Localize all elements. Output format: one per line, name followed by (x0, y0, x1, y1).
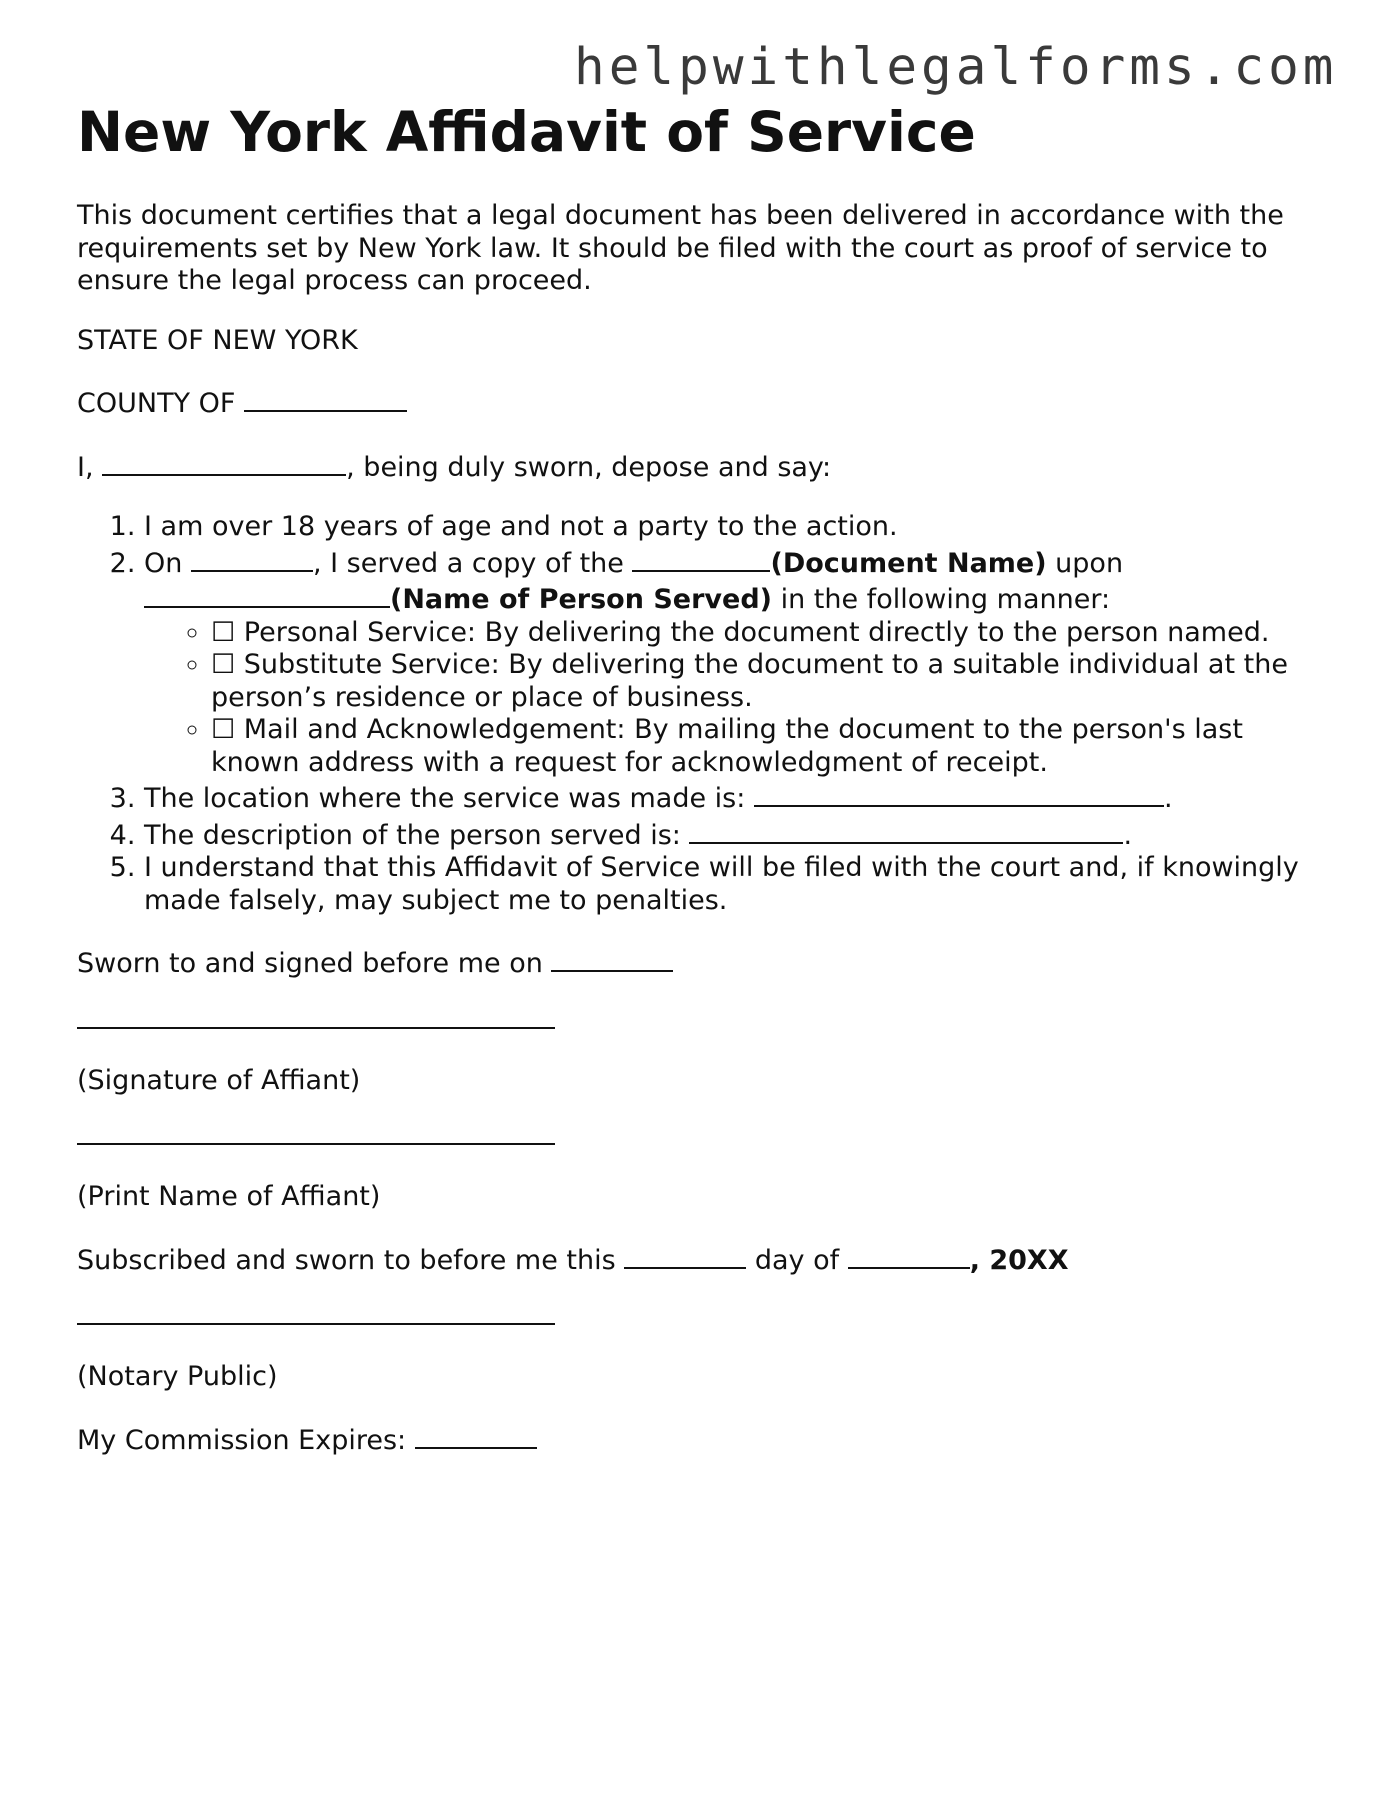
sworn-date-blank[interactable] (551, 944, 673, 972)
person-served-blank[interactable] (144, 580, 390, 608)
county-blank[interactable] (244, 384, 407, 412)
service-method-option[interactable]: ◦ ☐ Mail and Acknowledgement: By mailing the document to the person's last known address with a request for acknowledgment of receipt. (211, 714, 1327, 779)
document-name-blank[interactable] (632, 544, 770, 572)
signature-caption: (Signature of Affiant) (77, 1064, 361, 1096)
subscribed-line (77, 1241, 1327, 1278)
item-text: I understand that this Affidavit of Service will be filed with the court and, if knowingly made falsely, may subject me to penalties. (144, 852, 1299, 916)
commission-line (77, 1421, 1327, 1458)
affiant-signature-line[interactable] (77, 1025, 555, 1029)
sworn-signed-text: Sworn to and signed before me on (77, 948, 543, 979)
affiant-prefix: I, (77, 451, 94, 483)
item-text: I am over 18 years of age and not a party to the action. (144, 511, 898, 542)
item-text: in the following manner: (772, 584, 1111, 615)
subscribed-text: Subscribed and sworn to before me this (77, 1244, 616, 1276)
county-line (77, 384, 1327, 421)
item-text: , I served a copy of the (312, 547, 624, 579)
notary-caption: (Notary Public) (77, 1361, 278, 1392)
affiant-name-blank[interactable] (102, 448, 346, 476)
affiant-suffix: , being duly sworn, depose and say: (346, 451, 832, 483)
commission-date-blank[interactable] (415, 1421, 537, 1449)
item-text: The location where the service was made is: (144, 783, 746, 814)
county-label: COUNTY OF (77, 388, 236, 419)
affiant-intro-line (77, 448, 1327, 485)
list-item (144, 852, 1327, 917)
intro-paragraph: This document certifies that a legal document has been delivered in accordance with the requirements set by New York law. It should be filed with the court as proof of service to ensure the legal process can proceed. (77, 200, 1284, 296)
subscribed-day-blank[interactable] (624, 1241, 746, 1269)
list-item (144, 816, 1327, 853)
item-text: upon (1046, 547, 1124, 579)
print-name-caption: (Print Name of Affiant) (77, 1181, 381, 1212)
subscribed-month-blank[interactable] (848, 1241, 970, 1269)
day-of-text: day of (746, 1244, 848, 1276)
list-item (144, 779, 1327, 816)
person-description-blank[interactable] (689, 816, 1123, 844)
service-location-blank[interactable] (754, 779, 1164, 807)
commission-text: My Commission Expires: (77, 1424, 407, 1456)
state-line: STATE OF NEW YORK (77, 324, 358, 356)
service-method-option[interactable]: ◦ ☐ Substitute Service: By delivering the document to a suitable individual at the person’s residence or place of business. (211, 649, 1327, 714)
period: . (1163, 783, 1173, 814)
year-text: , 20XX (969, 1244, 1069, 1276)
sworn-signed-line (77, 944, 1327, 981)
list-item (144, 511, 1327, 544)
person-served-label: (Name of Person Served) (390, 584, 773, 615)
period: . (1123, 819, 1133, 851)
list-item (144, 544, 1327, 780)
document-name-label: (Document Name) (770, 547, 1047, 579)
service-method-list (144, 617, 1327, 780)
service-method-option[interactable]: ◦ ☐ Personal Service: By delivering the document directly to the person named. (211, 617, 1327, 650)
print-name-line[interactable] (77, 1141, 555, 1145)
item-text: On (144, 547, 183, 579)
service-date-blank[interactable] (191, 544, 313, 572)
watermark: helpwithlegalforms.com (574, 38, 1338, 97)
item-text: The description of the person served is: (144, 819, 681, 851)
notary-signature-line[interactable] (77, 1321, 555, 1325)
page-title: New York Affidavit of Service (77, 100, 976, 164)
document-page (77, 96, 1327, 1457)
statement-list (77, 511, 1327, 917)
